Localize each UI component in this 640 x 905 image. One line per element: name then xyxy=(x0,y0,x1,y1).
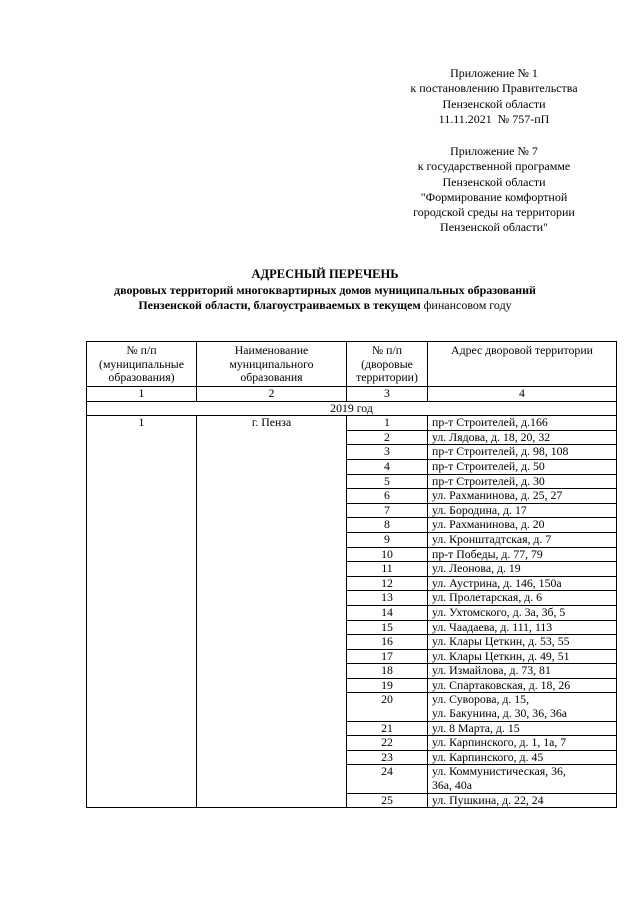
header-municipality-number: № п/п (муниципальные образования) xyxy=(87,342,197,387)
territory-address: ул. Пушкина, д. 22, 24 xyxy=(428,793,617,808)
territory-address: ул. Пролетарская, д. 6 xyxy=(428,591,617,606)
column-number: 2 xyxy=(197,387,347,402)
heading-line-3-normal: финансовом году xyxy=(420,298,512,313)
appendix-7-line: Пензенской области xyxy=(442,174,546,189)
territory-address: ул. Коммунистическая, 36, 36а, 40а xyxy=(428,765,617,793)
appendix-7-line: к государственной программе xyxy=(417,159,571,174)
year-row xyxy=(87,401,617,416)
header-municipality-name: Наименование муниципального образования xyxy=(197,342,347,387)
territory-address: ул. Ухтомского, д. 3а, 3б, 5 xyxy=(428,605,617,620)
territory-address: пр-т Строителей, д. 98, 108 xyxy=(428,445,617,460)
territory-number: 6 xyxy=(347,489,428,504)
heading-title: АДРЕСНЫЙ ПЕРЕЧЕНЬ xyxy=(251,267,399,281)
column-number: 1 xyxy=(87,387,197,402)
territory-number: 16 xyxy=(347,635,428,650)
territory-number: 18 xyxy=(347,664,428,679)
territory-address: пр-т Строителей, д.166 xyxy=(428,416,617,431)
heading-line-3-bold: Пензенской области, благоустраиваемых в текущем xyxy=(138,298,421,313)
territory-number: 12 xyxy=(347,576,428,591)
territory-address: ул. Леонова, д. 19 xyxy=(428,562,617,577)
heading-line-3 xyxy=(60,298,590,314)
territory-address: пр-т Победы, д. 77, 79 xyxy=(428,547,617,562)
address-table xyxy=(86,341,617,808)
territory-address: пр-т Строителей, д. 30 xyxy=(428,474,617,489)
appendix-7-line: "Формирование комфортной xyxy=(420,189,568,204)
territory-number: 15 xyxy=(347,620,428,635)
territory-address: ул. Рахманинова, д. 20 xyxy=(428,518,617,533)
territory-address: ул. Суворова, д. 15, ул. Бакунина, д. 30, 36, 36а xyxy=(428,693,617,721)
territory-address: ул. Измайлова, д. 73, 81 xyxy=(428,664,617,679)
territory-number: 14 xyxy=(347,605,428,620)
appendix-1-line: Приложение № 1 xyxy=(450,66,538,80)
appendix-1-block xyxy=(380,66,608,127)
territory-number: 25 xyxy=(347,793,428,808)
column-number: 3 xyxy=(347,387,428,402)
territory-number: 7 xyxy=(347,503,428,518)
territory-address: ул. Аустрина, д. 146, 150а xyxy=(428,576,617,591)
column-number: 4 xyxy=(428,387,617,402)
document-heading xyxy=(60,267,590,314)
territory-address: пр-т Строителей, д. 50 xyxy=(428,459,617,474)
territory-number: 21 xyxy=(347,721,428,736)
territory-address: ул. Кронштадтская, д. 7 xyxy=(428,532,617,547)
territory-number: 5 xyxy=(347,474,428,489)
territory-address: ул. Бородина, д. 17 xyxy=(428,503,617,518)
territory-number: 11 xyxy=(347,562,428,577)
appendix-1-line: к постановлению Правительства xyxy=(410,81,578,96)
territory-number: 17 xyxy=(347,649,428,664)
territory-address: ул. Лядова, д. 18, 20, 32 xyxy=(428,430,617,445)
territory-address: ул. Чаадаева, д. 111, 113 xyxy=(428,620,617,635)
municipality-number: 1 xyxy=(87,416,197,808)
territory-number: 1 xyxy=(347,416,428,431)
territory-number: 19 xyxy=(347,678,428,693)
territory-number: 20 xyxy=(347,693,428,721)
municipality-name: г. Пенза xyxy=(197,416,347,808)
territory-address: ул. 8 Марта, д. 15 xyxy=(428,721,617,736)
appendix-7-block xyxy=(380,144,608,236)
address-table-body xyxy=(87,342,617,808)
appendix-1-line: 11.11.2021 № 757-пП xyxy=(438,111,550,126)
territory-number: 2 xyxy=(347,430,428,445)
territory-number: 10 xyxy=(347,547,428,562)
territory-address: ул. Клары Цеткин, д. 53, 55 xyxy=(428,635,617,650)
appendix-7-line: Пензенской области" xyxy=(440,220,548,235)
appendix-7-line: Приложение № 7 xyxy=(450,144,538,158)
territory-address: ул. Рахманинова, д. 25, 27 xyxy=(428,489,617,504)
territory-number: 23 xyxy=(347,750,428,765)
header-address: Адрес дворовой территории xyxy=(428,342,617,387)
table-row xyxy=(87,416,617,431)
territory-number: 13 xyxy=(347,591,428,606)
table-header-row xyxy=(87,342,617,387)
territory-address: ул. Карпинского, д. 45 xyxy=(428,750,617,765)
heading-line-2: дворовых территорий многоквартирных домов муниципальных образований xyxy=(114,282,536,297)
appendix-1-line: Пензенской области xyxy=(442,96,546,111)
territory-address: ул. Спартаковская, д. 18, 26 xyxy=(428,678,617,693)
territory-number: 22 xyxy=(347,736,428,751)
header-territory-number: № п/п (дворовые территории) xyxy=(347,342,428,387)
territory-number: 3 xyxy=(347,445,428,460)
territory-address: ул. Клары Цеткин, д. 49, 51 xyxy=(428,649,617,664)
appendix-7-line: городской среды на территории xyxy=(413,205,575,220)
territory-address: ул. Карпинского, д. 1, 1а, 7 xyxy=(428,736,617,751)
column-number-row xyxy=(87,387,617,402)
territory-number: 8 xyxy=(347,518,428,533)
territory-number: 9 xyxy=(347,532,428,547)
territory-number: 24 xyxy=(347,765,428,793)
territory-number: 4 xyxy=(347,459,428,474)
year-label: 2019 год xyxy=(87,401,617,416)
